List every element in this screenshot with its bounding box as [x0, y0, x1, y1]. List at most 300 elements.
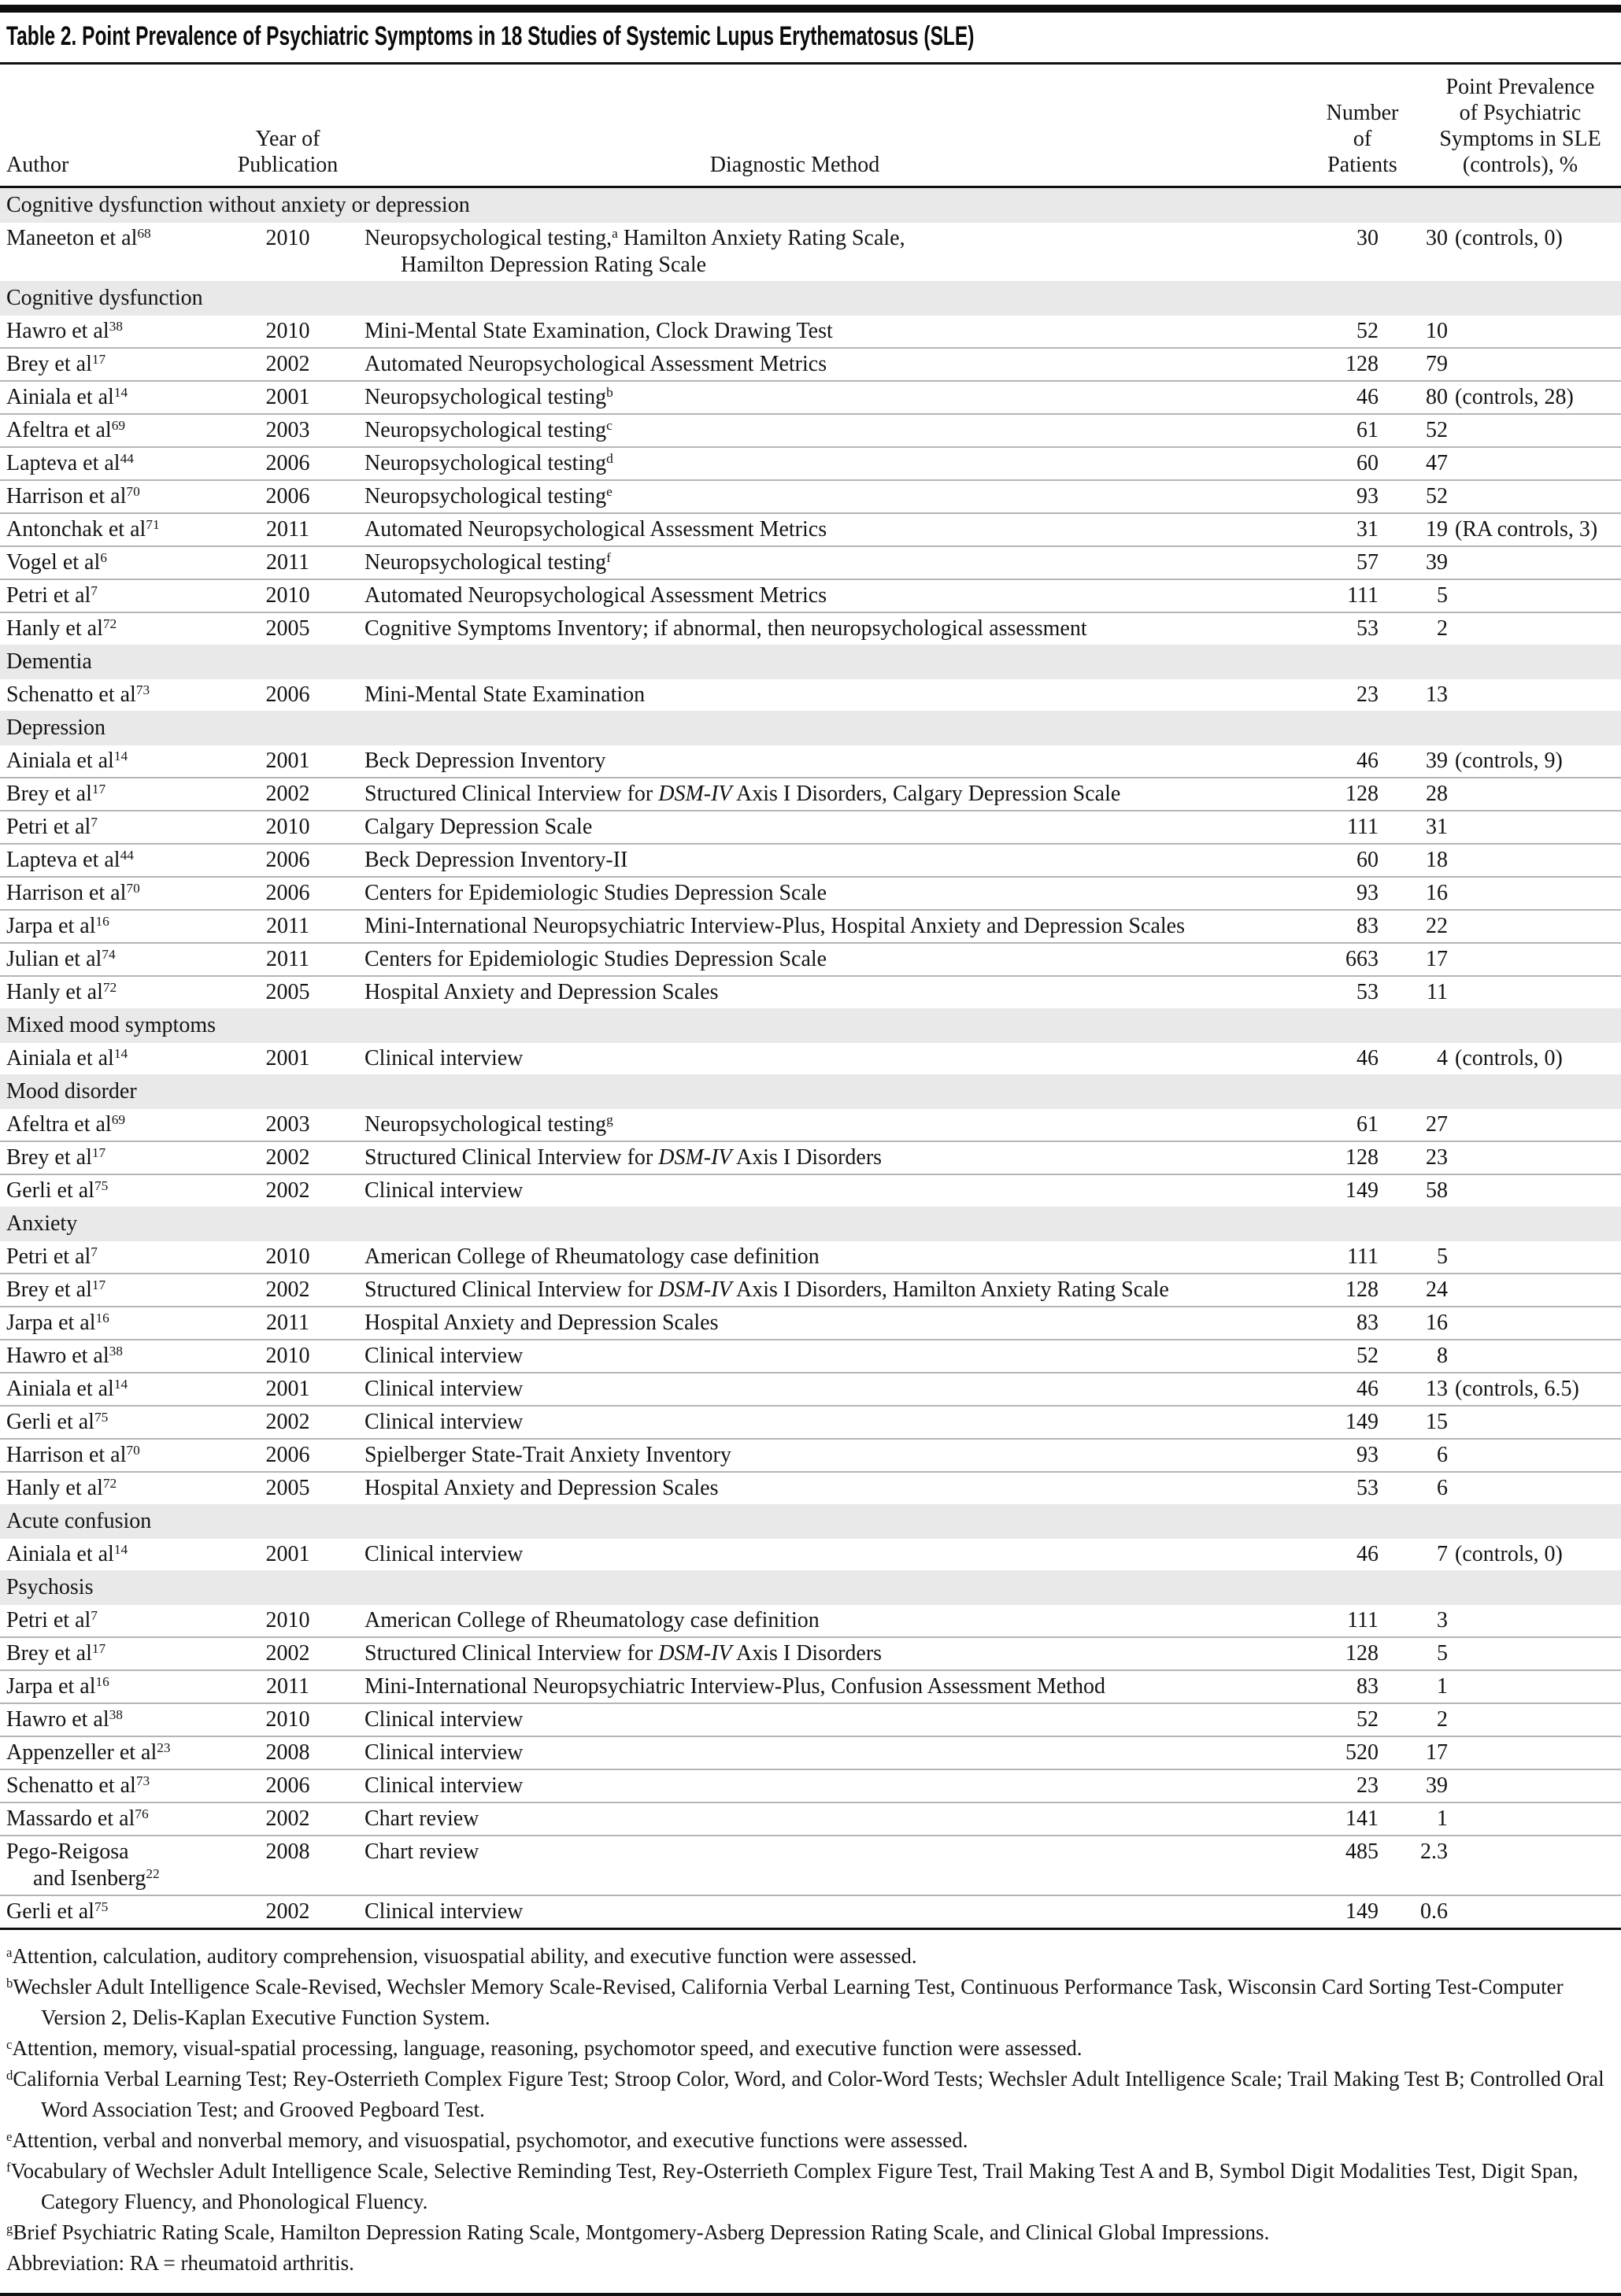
method-cell: [357, 1244, 1233, 1270]
year-cell: 2005: [265, 1476, 310, 1500]
footnote-mark: f: [6, 2159, 11, 2175]
text-segment: Hanly et al: [6, 980, 103, 1004]
method-line: [365, 252, 1233, 279]
text-segment: Gerli et al: [6, 1410, 94, 1434]
table-row: [0, 316, 1621, 347]
author-cell: [6, 748, 219, 775]
prevalence-controls-note: (controls, 0): [1455, 226, 1563, 250]
patients-cell: 111: [1347, 1244, 1379, 1269]
author-cell: [6, 1376, 219, 1403]
method-cell: [357, 483, 1233, 510]
year-cell: 2003: [265, 1112, 310, 1137]
method-cell: [357, 1541, 1233, 1568]
method-cell: [357, 1310, 1233, 1337]
year-cell: 2006: [265, 484, 310, 508]
prevalence-value: 2.3: [1420, 1839, 1448, 1864]
section-header: Depression: [0, 711, 1621, 745]
author-line: [6, 781, 219, 808]
author-cell: [6, 1673, 219, 1700]
reference-superscript: 44: [120, 848, 134, 863]
patients-cell: 128: [1345, 352, 1379, 376]
text-segment: Afeltra et al: [6, 418, 112, 442]
text-segment: Clinical interview: [365, 1773, 524, 1798]
method-line: [365, 682, 1233, 708]
prevalence-value: 30: [1426, 226, 1448, 250]
reference-superscript: 38: [109, 319, 123, 335]
prevalence-value: 5: [1437, 1244, 1448, 1269]
method-line: [365, 1376, 1233, 1403]
text-segment: Structured Clinical Interview for: [365, 1277, 659, 1302]
reference-superscript: 16: [95, 1674, 109, 1690]
method-line: [365, 1773, 1233, 1799]
section-header: Cognitive dysfunction: [0, 281, 1621, 316]
patients-cell: 30: [1356, 226, 1379, 250]
prevalence-cell: [1379, 450, 1615, 477]
year-cell: 2002: [265, 1641, 310, 1666]
prevalence-cell: [1379, 1178, 1615, 1204]
author-line: [6, 1045, 219, 1072]
text-segment: Brey et al: [6, 1641, 92, 1666]
text-segment: Harrison et al: [6, 484, 127, 508]
text-segment: Centers for Epidemiologic Studies Depression Scale: [365, 881, 827, 905]
method-line: [365, 549, 1233, 576]
method-line: [365, 1475, 1233, 1502]
patients-cell: 46: [1356, 1046, 1379, 1070]
author-cell: [6, 1442, 219, 1469]
prevalence-value: 1: [1437, 1806, 1448, 1831]
text-segment: Hawro et al: [6, 1344, 109, 1368]
author-line: [6, 1376, 219, 1403]
author-cell: [6, 1475, 219, 1502]
patients-cell: 128: [1345, 1641, 1379, 1666]
prevalence-value: 0.6: [1420, 1899, 1448, 1924]
text-segment: Neuropsychological testing: [365, 1112, 607, 1137]
prevalence-value: 24: [1426, 1277, 1448, 1302]
text-segment: Neuropsychological testing,: [365, 226, 613, 250]
footnote: $^f$Vocabulary of Wechsler Adult Intelligence Scale, Selective Reminding Test, Rey-Osterrieth Complex Figure Test, Trail Making Test A and B, Symbol Digit Modalities Test, Digit Span, Category Fluency, and Phonological Fluency.: [6, 2159, 1578, 2213]
text-segment: Mini-International Neuropsychiatric Interview-Plus, Hospital Anxiety and Depression Scales: [365, 914, 1185, 938]
patients-cell: 53: [1356, 1476, 1379, 1500]
prevalence-controls-note: (controls, 0): [1455, 1542, 1563, 1566]
prevalence-cell: [1379, 1376, 1615, 1403]
author-cell: [6, 1607, 219, 1634]
author-cell: [6, 1144, 219, 1171]
prevalence-value: 3: [1437, 1608, 1448, 1632]
prevalence-cell: [1379, 1475, 1615, 1502]
footnote: $^b$Wechsler Adult Intelligence Scale-Revised, Wechsler Memory Scale-Revised, California Verbal Learning Test, Continuous Performance Task, Wisconsin Card Sorting Test-Computer Version 2, Delis-Kaplan Executive Function System.: [6, 1975, 1564, 2029]
patients-cell: 46: [1356, 1377, 1379, 1401]
author-line: [6, 946, 219, 973]
column-header-line: (controls), %: [1462, 153, 1578, 177]
text-segment: Maneeton et al: [6, 226, 138, 250]
prevalence-cell: [1379, 781, 1615, 808]
text-segment: Structured Clinical Interview for: [365, 782, 659, 806]
prevalence-value: 27: [1426, 1112, 1448, 1137]
text-segment: Neuropsychological testing: [365, 418, 607, 442]
patients-cell: 31: [1356, 517, 1379, 542]
year-cell: 2001: [265, 1046, 310, 1070]
year-cell: 2011: [266, 914, 309, 938]
patients-cell: 53: [1356, 616, 1379, 641]
table-row: [0, 1539, 1621, 1570]
method-line: [365, 351, 1233, 378]
text-segment: and Isenberg: [33, 1866, 146, 1891]
reference-superscript: 7: [91, 583, 98, 599]
year-cell: 2011: [266, 550, 309, 575]
column-header-prevalence: [1402, 74, 1621, 178]
author-cell: [6, 1839, 219, 1892]
prevalence-cell: [1379, 913, 1615, 940]
patients-cell: 128: [1345, 1145, 1379, 1170]
text-segment: Gerli et al: [6, 1899, 94, 1924]
table-row: [0, 1703, 1621, 1736]
author-line: [6, 1409, 219, 1436]
method-line: [365, 913, 1233, 940]
author-line: [6, 516, 219, 543]
method-cell: [357, 880, 1233, 907]
year-cell: 2002: [265, 1806, 310, 1831]
prevalence-cell: [1379, 946, 1615, 973]
prevalence-value: 6: [1437, 1476, 1448, 1500]
prevalence-cell: [1379, 1277, 1615, 1303]
text-segment: Ainiala et al: [6, 749, 114, 773]
text-segment: Gerli et al: [6, 1178, 94, 1203]
author-line: [6, 225, 219, 252]
year-cell: 2001: [265, 1377, 310, 1401]
patients-cell: 83: [1356, 914, 1379, 938]
author-cell: [6, 1806, 219, 1832]
year-cell: 2008: [265, 1839, 310, 1864]
table-row: [0, 1802, 1621, 1835]
author-cell: [6, 880, 219, 907]
text-segment: Neuropsychological testing: [365, 451, 607, 475]
year-cell: 2005: [265, 616, 310, 641]
prevalence-cell: [1379, 814, 1615, 841]
method-cell: [357, 1045, 1233, 1072]
table-title-bar: [0, 13, 1621, 65]
table-row: [0, 1306, 1621, 1339]
footnote: $^g$Brief Psychiatric Rating Scale, Hamilton Depression Rating Scale, Montgomery-Asberg Depression Rating Scale, and Clinical Global Impressions.: [6, 2220, 1270, 2244]
prevalence-value: 52: [1426, 418, 1448, 442]
year-cell: 2010: [265, 583, 310, 608]
text-segment: Hamilton Anxiety Rating Scale,: [617, 226, 905, 250]
author-line: [6, 1839, 219, 1865]
prevalence-cell: [1379, 1343, 1615, 1370]
author-cell: [6, 351, 219, 378]
reference-superscript: 22: [146, 1866, 160, 1882]
patients-cell: 149: [1345, 1899, 1379, 1924]
prevalence-cell: [1379, 1409, 1615, 1436]
patients-cell: 111: [1347, 583, 1379, 608]
method-line: [365, 1640, 1233, 1667]
year-cell: 2006: [265, 451, 310, 475]
author-line: [6, 1475, 219, 1502]
author-cell: [6, 1740, 219, 1766]
author-line: [6, 1899, 219, 1925]
prevalence-value: 80: [1426, 385, 1448, 409]
top-rule: [0, 5, 1621, 13]
author-line: [6, 483, 219, 510]
text-segment: Calgary Depression Scale: [365, 815, 593, 839]
author-line: [6, 814, 219, 841]
patients-cell: 83: [1356, 1674, 1379, 1699]
method-cell: [357, 1409, 1233, 1436]
author-line: [6, 1310, 219, 1337]
text-segment: Clinical interview: [365, 1344, 524, 1368]
prevalence-value: 2: [1437, 616, 1448, 641]
prevalence-value: 11: [1427, 980, 1448, 1004]
prevalence-cell: [1379, 1045, 1615, 1072]
reference-superscript: c: [606, 418, 613, 434]
text-segment: Structured Clinical Interview for: [365, 1641, 659, 1666]
table-row: [0, 1339, 1621, 1372]
reference-superscript: 14: [113, 385, 128, 401]
method-cell: [357, 946, 1233, 973]
text-segment: Antonchak et al: [6, 517, 146, 542]
table-row: [0, 777, 1621, 810]
year-cell: 2001: [265, 385, 310, 409]
patients-cell: 61: [1356, 1112, 1379, 1137]
method-cell: [357, 748, 1233, 775]
text-segment: Clinical interview: [365, 1046, 524, 1070]
prevalence-cell: [1379, 1111, 1615, 1138]
table-row: [0, 1405, 1621, 1438]
column-header-line: Number: [1326, 101, 1399, 125]
patients-cell: 111: [1347, 1608, 1379, 1632]
text-segment: Neuropsychological testing: [365, 385, 607, 409]
prevalence-value: 39: [1426, 1773, 1448, 1798]
author-cell: [6, 913, 219, 940]
author-cell: [6, 1045, 219, 1072]
method-line: [365, 1839, 1233, 1865]
table-row: [0, 975, 1621, 1008]
text-segment: Vogel et al: [6, 550, 101, 575]
table-row: [0, 942, 1621, 975]
footnote: $^a$Attention, calculation, auditory comprehension, visuospatial ability, and executive function were assessed.: [6, 1944, 917, 1968]
method-line: [365, 483, 1233, 510]
method-cell: [357, 384, 1233, 411]
table-row: [0, 1141, 1621, 1174]
method-cell: [357, 1839, 1233, 1865]
prevalence-value: 13: [1426, 1377, 1448, 1401]
reference-superscript: a: [612, 226, 618, 242]
method-line: [365, 516, 1233, 543]
table-title: Table 2. Point Prevalence of Psychiatric Symptoms in 18 Studies of Systemic Lupus Erythematosus (SLE): [6, 21, 975, 51]
text-segment: Mini-International Neuropsychiatric Interview-Plus, Confusion Assessment Method: [365, 1674, 1105, 1699]
prevalence-controls-note: (controls, 28): [1455, 385, 1574, 409]
footnote-mark: b: [6, 1975, 13, 1991]
text-segment: Petri et al: [6, 1608, 91, 1632]
column-header-line: Point Prevalence: [1445, 75, 1595, 99]
table-row: [0, 1605, 1621, 1636]
reference-superscript: 72: [102, 1476, 117, 1492]
text-segment: American College of Rheumatology case definition: [365, 1244, 820, 1269]
reference-superscript: 69: [111, 418, 126, 434]
footnote-mark: g: [6, 2220, 13, 2236]
reference-superscript: 68: [137, 226, 151, 242]
method-line: [365, 1277, 1233, 1303]
footnote-mark: e: [6, 2128, 13, 2144]
table-row: [0, 545, 1621, 579]
reference-superscript: 14: [113, 749, 128, 764]
table-2-page: [0, 5, 1621, 2296]
method-line: [365, 946, 1233, 973]
table-row: [0, 1174, 1621, 1207]
prevalence-value: 79: [1426, 352, 1448, 376]
column-header-line: Publication: [237, 153, 339, 177]
patients-cell: 93: [1356, 484, 1379, 508]
text-segment: Chart review: [365, 1806, 479, 1831]
text-segment: Centers for Epidemiologic Studies Depression Scale: [365, 947, 827, 971]
method-cell: [357, 1475, 1233, 1502]
text-segment: Harrison et al: [6, 1443, 127, 1467]
author-line: [6, 1178, 219, 1204]
table-row: [0, 347, 1621, 380]
table-row: [0, 1736, 1621, 1769]
text-segment: Axis I Disorders, Calgary Depression Scale: [731, 782, 1121, 806]
year-cell: 2011: [266, 1311, 309, 1335]
author-line: [6, 1244, 219, 1270]
prevalence-value: 52: [1426, 484, 1448, 508]
patients-cell: 485: [1345, 1839, 1379, 1864]
method-cell: [357, 582, 1233, 609]
reference-superscript: 23: [157, 1740, 171, 1756]
method-cell: [357, 1773, 1233, 1799]
prevalence-cell: [1379, 483, 1615, 510]
reference-superscript: 72: [102, 616, 117, 632]
prevalence-value: 19: [1426, 517, 1448, 542]
text-segment: Clinical interview: [365, 1410, 524, 1434]
text-segment: Spielberger State-Trait Anxiety Inventory: [365, 1443, 731, 1467]
prevalence-cell: [1379, 318, 1615, 345]
method-line: [365, 417, 1233, 444]
prevalence-cell: [1379, 1806, 1615, 1832]
table-row: [0, 1043, 1621, 1074]
year-cell: 2006: [265, 682, 310, 707]
text-segment: Petri et al: [6, 1244, 91, 1269]
prevalence-cell: [1379, 549, 1615, 576]
table-row: [0, 1835, 1621, 1895]
prevalence-controls-note: (controls, 0): [1455, 1046, 1563, 1070]
patients-cell: 149: [1345, 1410, 1379, 1434]
table-row: [0, 380, 1621, 413]
year-cell: 2002: [265, 782, 310, 806]
text-segment: Hawro et al: [6, 319, 109, 343]
author-cell: [6, 417, 219, 444]
patients-cell: 93: [1356, 1443, 1379, 1467]
method-line: [365, 880, 1233, 907]
table-row: [0, 909, 1621, 942]
method-cell: [357, 781, 1233, 808]
author-line: [6, 1673, 219, 1700]
author-cell: [6, 483, 219, 510]
method-line: [365, 847, 1233, 874]
patients-cell: 663: [1345, 947, 1379, 971]
method-line: [365, 582, 1233, 609]
reference-superscript: 75: [94, 1178, 109, 1194]
patients-cell: 52: [1356, 319, 1379, 343]
table-row: [0, 679, 1621, 711]
prevalence-controls-note: (controls, 6.5): [1455, 1377, 1579, 1401]
author-line: [6, 1607, 219, 1634]
patients-cell: 520: [1345, 1740, 1379, 1765]
method-cell: [357, 1607, 1233, 1634]
patients-cell: 57: [1356, 550, 1379, 575]
author-line: [6, 384, 219, 411]
reference-superscript: 76: [135, 1806, 149, 1822]
text-segment: Afeltra et al: [6, 1112, 112, 1137]
table-row: [0, 1273, 1621, 1306]
reference-superscript: 74: [102, 947, 116, 963]
prevalence-value: 31: [1426, 815, 1448, 839]
method-line: [365, 384, 1233, 411]
method-line: [365, 616, 1233, 642]
author-line: [6, 1806, 219, 1832]
text-segment: Jarpa et al: [6, 1311, 96, 1335]
text-segment: Beck Depression Inventory: [365, 749, 606, 773]
method-line: [365, 1706, 1233, 1733]
patients-cell: 60: [1356, 451, 1379, 475]
table-row: [0, 876, 1621, 909]
text-segment: Axis I Disorders: [731, 1641, 883, 1666]
method-cell: [357, 1277, 1233, 1303]
author-line: [6, 1277, 219, 1303]
text-segment: Jarpa et al: [6, 1674, 96, 1699]
author-line: [6, 1706, 219, 1733]
author-line: [6, 847, 219, 874]
method-cell: [357, 1706, 1233, 1733]
patients-cell: 60: [1356, 848, 1379, 872]
author-line: [6, 1343, 219, 1370]
patients-cell: 23: [1356, 682, 1379, 707]
prevalence-value: 22: [1426, 914, 1448, 938]
text-segment: Neuropsychological testing: [365, 550, 607, 575]
table-header-row: [0, 65, 1621, 188]
column-header-method: Diagnostic Method: [709, 153, 880, 177]
author-line: [6, 417, 219, 444]
table-row: [0, 612, 1621, 645]
column-header-year: [219, 126, 357, 178]
year-cell: 2006: [265, 1773, 310, 1798]
section-header: Cognitive dysfunction without anxiety or depression: [0, 188, 1621, 223]
prevalence-value: 23: [1426, 1145, 1448, 1170]
year-cell: 2006: [265, 1443, 310, 1467]
method-line: [365, 979, 1233, 1006]
table-body: [0, 188, 1621, 1928]
prevalence-cell: [1379, 516, 1615, 543]
year-cell: 2010: [265, 815, 310, 839]
author-line: [6, 1740, 219, 1766]
method-line: [365, 1244, 1233, 1270]
author-cell: [6, 1277, 219, 1303]
prevalence-cell: [1379, 1442, 1615, 1469]
author-cell: [6, 384, 219, 411]
method-line: [365, 1673, 1233, 1700]
text-segment: Harrison et al: [6, 881, 127, 905]
text-segment: Axis I Disorders: [731, 1145, 883, 1170]
text-segment: Jarpa et al: [6, 914, 96, 938]
year-cell: 2010: [265, 226, 310, 250]
footnote: $^d$California Verbal Learning Test; Rey-Osterrieth Complex Figure Test; Stroop Color, Word, and Color-Word Tests; Wechsler Adult Intelligence Scale; Trail Making Test B; Controlled Oral Word Association Test; and Grooved Pegboard Test.: [6, 2067, 1604, 2121]
prevalence-value: 18: [1426, 848, 1448, 872]
text-segment: Automated Neuropsychological Assessment Metrics: [365, 583, 827, 608]
column-header-author: Author: [6, 153, 69, 177]
text-segment: Julian et al: [6, 947, 102, 971]
prevalence-cell: [1379, 1839, 1615, 1865]
year-cell: 2006: [265, 881, 310, 905]
method-line: [365, 814, 1233, 841]
table-row: [0, 446, 1621, 479]
